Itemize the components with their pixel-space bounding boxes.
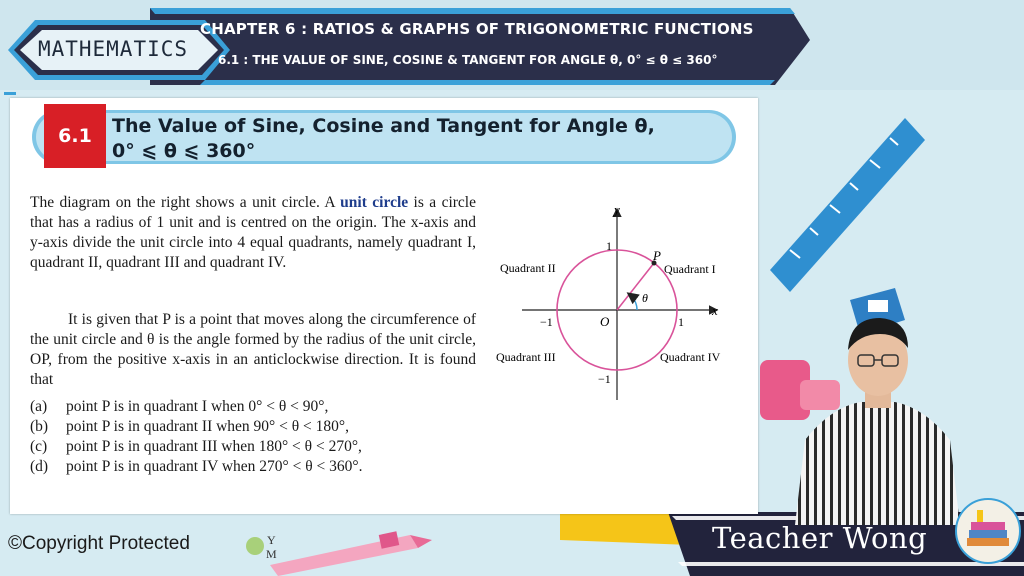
unit-circle-diagram — [490, 198, 740, 408]
chapter-title: CHAPTER 6 : RATIOS & GRAPHS OF TRIGONOMETRIC FUNCTIONS — [200, 20, 754, 38]
list-item-label: (b) — [30, 418, 49, 435]
tick-neg-x: −1 — [540, 315, 553, 329]
teacher-name: Teacher Wong — [712, 521, 928, 555]
quadrant-2-label: Quadrant II — [500, 261, 556, 275]
list-item-text: point P is in quadrant I when 0° < θ < 90°, — [66, 398, 329, 415]
list-item — [30, 437, 476, 457]
theta-label: θ — [642, 291, 648, 305]
teacher-video — [790, 290, 965, 525]
point-p-label: P — [653, 248, 661, 263]
list-item — [30, 417, 476, 437]
list-item — [30, 457, 476, 477]
list-item-text: point P is in quadrant IV when 270° < θ < 360°. — [66, 458, 363, 475]
section-title — [112, 114, 712, 164]
list-item-text: point P is in quadrant II when 90° < θ < 180°, — [66, 418, 349, 435]
list-item-label: (d) — [30, 458, 49, 475]
tick-pos-x: 1 — [678, 315, 684, 329]
svg-text:Y: Y — [267, 533, 276, 547]
quadrant-4-label: Quadrant IV — [660, 350, 721, 364]
lesson-subtitle: 6.1 : THE VALUE OF SINE, COSINE & TANGENT FOR ANGLE θ, 0° ≤ θ ≤ 360° — [218, 53, 718, 67]
point-paragraph: It is given that P is a point that moves along the circumference of the unit circle and θ is the angle formed by the radius of the unit circle, OP, from the positive x-axis in an anticlockwise direction. It is found that — [30, 311, 476, 388]
svg-text:M: M — [266, 547, 277, 561]
list-item-label: (a) — [30, 398, 48, 415]
list-item — [30, 397, 476, 417]
angle-arc — [629, 294, 637, 310]
ym-logo-icon — [245, 528, 285, 564]
section-number: 6.1 — [58, 125, 92, 147]
intro-text-b: is a circle that has a radius of 1 unit and is centred on the origin. The x-axis and y-axis divide the unit circle into 4 equal quadrants, namely quadrant I, quadrant II, quadrant III and quadrant IV. — [30, 194, 476, 271]
unit-circle-term: unit circle — [340, 194, 409, 211]
x-axis-label: x — [712, 303, 718, 318]
tick-pos-y: 1 — [606, 239, 612, 253]
list-item-label: (c) — [30, 438, 48, 455]
origin-label: O — [600, 314, 610, 329]
section-title-line1: The Value of Sine, Cosine and Tangent for Angle θ, — [112, 115, 655, 137]
section-title-line2: 0° ⩽ θ ⩽ 360° — [112, 140, 256, 162]
quadrant-list — [30, 397, 476, 477]
subject-label: MATHEMATICS — [37, 37, 189, 61]
book-stack-icon — [955, 496, 1021, 566]
tick-neg-y: −1 — [598, 372, 611, 386]
intro-text-a: The diagram on the right shows a unit circle. A — [30, 194, 341, 211]
list-item-text: point P is in quadrant III when 180° < θ < 270°, — [66, 438, 362, 455]
quadrant-1-label: Quadrant I — [664, 262, 716, 276]
intro-paragraph — [30, 193, 476, 273]
quadrant-3-label: Quadrant III — [496, 350, 556, 364]
y-axis-label: y — [614, 202, 620, 217]
copyright-label: ©Copyright Protected — [8, 533, 190, 554]
